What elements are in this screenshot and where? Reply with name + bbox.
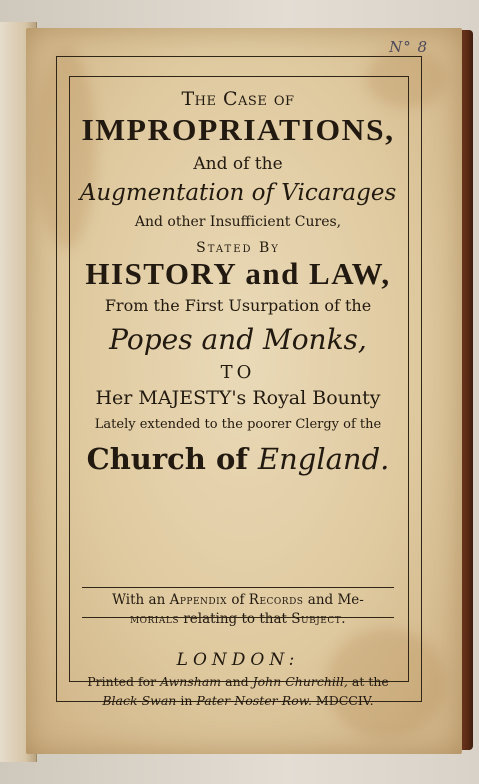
imprint-block (69, 650, 407, 708)
church-of-text: Church of (86, 442, 248, 476)
title-block (69, 76, 407, 476)
appendix-text: Subject. (291, 611, 347, 627)
title-page (26, 28, 462, 754)
appendix-text: and Me- (307, 592, 364, 608)
title-line-stated-by: Stated By (196, 240, 280, 256)
appendix-text: With an (112, 592, 166, 608)
title-line-augmentation: Augmentation of Vicarages (79, 180, 397, 206)
imprint-text: in (180, 693, 193, 708)
title-line-case-of: The Case of (181, 88, 295, 110)
title-line-lately-extended: Lately extended to the poorer Clergy of the (94, 417, 382, 432)
imprint-line-1 (69, 674, 407, 689)
title-line-history-law: HISTORY and LAW, (85, 256, 391, 291)
appendix-text: morials (129, 611, 180, 627)
imprint-text: Pater-Noster-Row. (196, 693, 312, 708)
imprint-text: Printed for (87, 674, 157, 689)
title-line-and-of-the: And of the (193, 154, 283, 174)
title-line-other-cures: And other Insufficient Cures, (134, 214, 342, 230)
imprint-city: LONDON: (176, 650, 300, 670)
appendix-note (69, 591, 407, 629)
imprint-text: Black-Swan (102, 693, 177, 708)
title-line-royal-bounty: Her MAJESTY's Royal Bounty (95, 387, 381, 409)
imprint-text: and (225, 674, 249, 689)
title-line-popes-monks: Popes and Monks, (109, 323, 367, 356)
appendix-text: of (231, 592, 245, 608)
title-line-impropriations: IMPROPRIATIONS, (81, 112, 395, 147)
england-text: England. (257, 442, 390, 476)
title-line-first-usurpation: From the First Usurpation of the (104, 296, 372, 315)
imprint-text: Awnsham (160, 674, 222, 689)
divider-rule (82, 587, 394, 588)
imprint-text: at the (351, 674, 389, 689)
title-line-to: TO (220, 362, 256, 383)
appendix-text: Appendix (169, 592, 228, 608)
appendix-text: relating to that (183, 611, 287, 627)
title-line-church-of-england (69, 442, 407, 476)
shelfmark-annotation: N° 8 (389, 38, 428, 56)
appendix-text: Records (248, 592, 304, 608)
imprint-text: MDCCIV. (315, 693, 374, 708)
imprint-text: John Churchill, (252, 674, 348, 689)
imprint-line-2 (69, 693, 407, 708)
divider-rule (82, 617, 394, 618)
